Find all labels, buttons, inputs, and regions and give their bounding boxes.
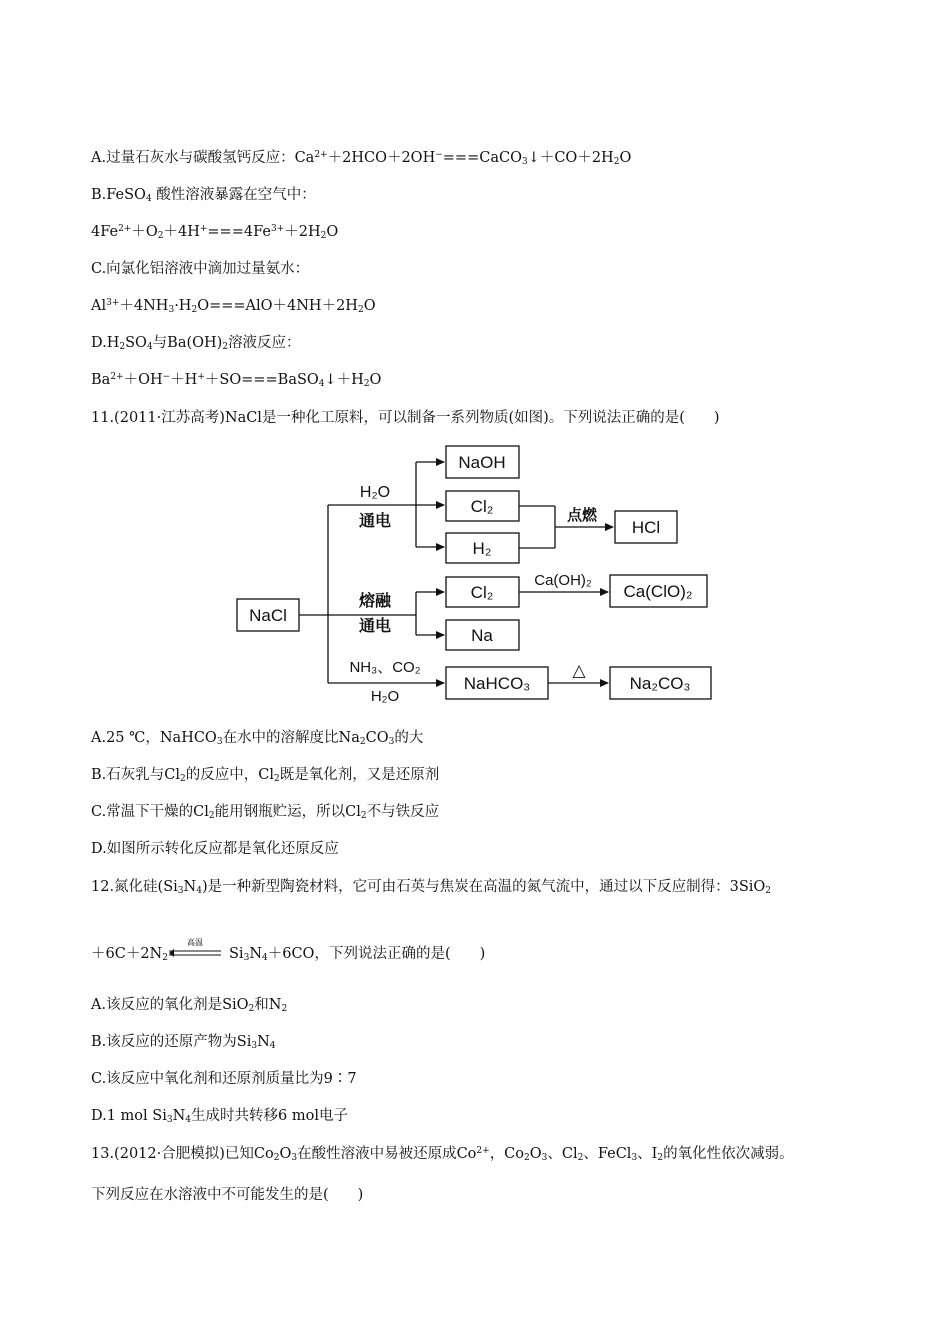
q11-option-c: C.常温下干燥的$Cl_2$能用钢瓶贮运，所以$Cl_2$不与铁反应: [91, 804, 440, 821]
na2co3-label: Na₂CO₃: [629, 674, 691, 693]
caclo2-label: Ca(ClO)₂: [623, 582, 693, 601]
q10-option-d-equation: $Ba^{2+}+OH^-+H^++SO===BaSO_4↓+H_2O$: [91, 372, 382, 389]
q11-option-b: B.石灰乳与$Cl_2$的反应中，$Cl_2$既是氧化剂，又是还原剂: [91, 767, 440, 784]
high-temp-label: 高温: [187, 938, 203, 947]
na-label: Na: [471, 626, 493, 645]
caoh2-label: Ca(OH)₂: [534, 572, 592, 589]
q11-option-a: A.25 ℃，NaHCO$_3$在水中的溶解度比$Na_2CO_3$的大: [91, 730, 424, 747]
q12-option-d: D.1 mol $Si_3N_4$生成时共转移6 mol电子: [91, 1108, 348, 1125]
q11-stem: 11.(2011·江苏高考)NaCl是一种化工原料，可以制备一系列物质(如图)。下列说法正确的是( ): [91, 410, 720, 426]
nacl-reaction-diagram: [210, 442, 740, 710]
naoh-label: NaOH: [458, 453, 506, 472]
q11-option-d: D.如图所示转化反应都是氧化还原反应: [91, 841, 339, 857]
q10-option-c: C.向氯化铝溶液中滴加过量氨水：: [91, 261, 310, 277]
cl2-label-a: Cl₂: [470, 497, 494, 516]
q10-option-a: A.过量石灰水与碳酸氢钙反应：$Ca^{2+}+2HCO+2OH^-===CaCO_3↓+CO+2H_2O$: [91, 150, 632, 167]
hcl-label: HCl: [631, 518, 661, 537]
q10-option-b-equation: $4Fe^{2+}+O_2+4H^+===4Fe^{3+}+2H_2O$: [91, 224, 339, 241]
q10-option-c-equation: $Al^{3+}+4NH_3\cdot H_2O===AlO+4NH+2H_2O$: [91, 298, 376, 315]
cond1-top: H₂O: [359, 484, 391, 501]
q10-option-d: $D.H_2SO_4$与$Ba(OH)_2$溶液反应：: [91, 335, 301, 352]
h2-label: H₂: [472, 539, 492, 558]
cl2-label-b: Cl₂: [470, 583, 494, 602]
q12-stem: 12.氮化硅$(Si_3N_4)$是一种新型陶瓷材料，它可由石英与焦炭在高温的氮气流中，通过以下反应制得：3SiO$_2$: [91, 879, 772, 896]
heat-label: △: [572, 661, 586, 680]
q12-option-a: A.该反应的氧化剂是SiO$_2$和$N_2$: [91, 997, 288, 1014]
ignite-label: 点燃: [566, 507, 598, 524]
q12-option-b: B.该反应的还原产物为$Si_3N_4$: [91, 1034, 276, 1051]
nahco3-label: NaHCO₃: [463, 674, 531, 693]
q12-equation-left: $+6C+2N_2$: [91, 946, 168, 963]
cond2-bottom: 通电: [358, 618, 392, 635]
cond3-top: NH₃、CO₂: [349, 659, 421, 676]
high-temperature-arrow: [167, 936, 223, 964]
q12-option-c: C.该反应中氧化剂和还原剂质量比为9∶7: [91, 1071, 357, 1087]
q12-equation-right: $Si_3N_4+6CO$，下列说法正确的是( ): [229, 946, 486, 963]
nacl-label: NaCl: [249, 606, 287, 625]
q10-option-b: B.FeSO$_4$ 酸性溶液暴露在空气中：: [91, 187, 316, 204]
cond2-top: 熔融: [358, 593, 392, 610]
q13-stem-line2: 下列反应在水溶液中不可能发生的是( ): [91, 1187, 364, 1203]
q13-stem-line1: 13.(2012·合肥模拟)已知$Co_2O_3$在酸性溶液中易被还原成$Co^{2+}$，$Co_2O_3$、$Cl_2$、FeCl$_3$、$I_2$的氧化性依次减弱。: [91, 1146, 794, 1163]
cond1-bottom: 通电: [358, 513, 392, 530]
cond3-bottom: H₂O: [370, 688, 400, 705]
